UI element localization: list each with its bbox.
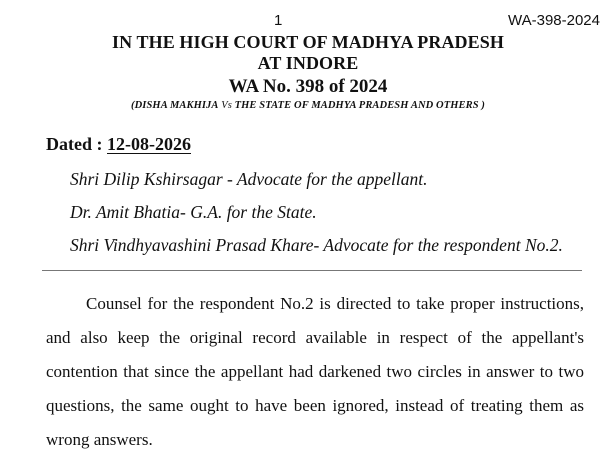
appearance-state-counsel: Dr. Amit Bhatia- G.A. for the State. [70,202,317,222]
court-header [0,32,616,111]
court-bench: AT INDORE [257,53,359,73]
order-line: contention that since the appellant had darkened two circles in answer to two [46,362,584,381]
case-number: WA No. 398 of 2024 [228,76,388,97]
dated-value: 12-08-2026 [107,134,191,154]
order-line: wrong answers. [46,430,153,449]
appearances-list [70,169,563,268]
order-line: and also keep the original record available in respect of the appellant's [46,328,584,347]
case-parties [0,100,616,111]
appearance-respondent-counsel: Shri Vindhyavashini Prasad Khare- Advocate for the respondent No.2. [70,235,563,255]
court-name: IN THE HIGH COURT OF MADHYA PRADESH [112,32,504,52]
appellant-name: DISHA MAKHIJA [134,100,219,111]
respondent-name: THE STATE OF MADHYA PRADESH AND OTHERS [234,100,479,111]
dated-label: Dated : [46,134,107,154]
appearance-appellant-counsel: Shri Dilip Kshirsagar - Advocate for the appellant. [70,169,428,189]
order-line: Counsel for the respondent No.2 is directed to take proper instructions, [86,294,584,313]
case-reference-header: WA-398-2024 [508,12,600,29]
page-number: 1 [274,12,283,29]
order-line: questions, the same ought to have been ignored, instead of treating them as [46,396,584,415]
order-date [46,134,191,155]
parties-open-paren: ( [131,100,135,111]
versus-label: Vs [218,100,235,111]
section-divider [42,270,582,271]
order-text [46,287,584,457]
parties-close-paren: ) [478,100,485,111]
